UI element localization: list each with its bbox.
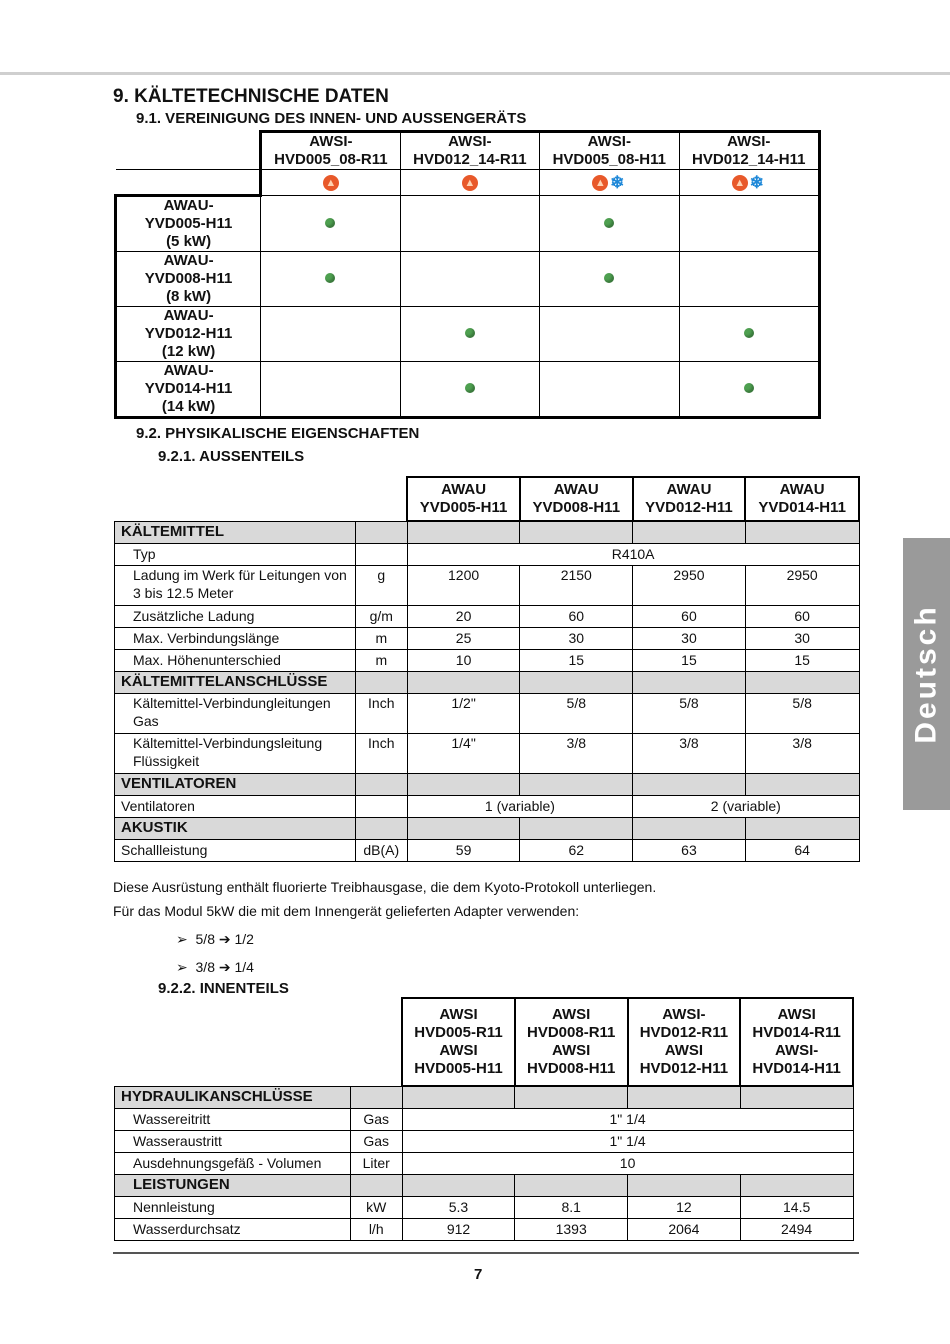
row-label: Wassereitritt bbox=[115, 1108, 351, 1130]
value-cell: 5.3 bbox=[402, 1196, 515, 1218]
row-label: Wasserdurchsatz bbox=[115, 1218, 351, 1240]
compat-col-header: AWSI- HVD005_08-H11 bbox=[540, 132, 679, 170]
compat-col-header: AWSI- HVD012_14-H11 bbox=[679, 132, 819, 170]
value-cell: 30 bbox=[633, 627, 746, 649]
language-tab-label: Deutsch bbox=[909, 604, 943, 744]
unit-cell: Inch bbox=[355, 693, 407, 733]
section-header: VENTILATOREN bbox=[115, 773, 356, 795]
compat-row-header: AWAU- YVD005-H11 (5 kW) bbox=[116, 196, 261, 252]
value-cell: 25 bbox=[407, 627, 520, 649]
value-cell: 15 bbox=[520, 649, 633, 671]
value-cell: 2150 bbox=[520, 565, 633, 605]
outdoor-col-header: AWAU YVD012-H11 bbox=[633, 477, 746, 521]
snowflake-icon: ❄ bbox=[610, 172, 625, 192]
value-cell: 5/8 bbox=[745, 693, 859, 733]
value-cell: 2494 bbox=[740, 1218, 853, 1240]
value-cell: 10 bbox=[402, 1152, 853, 1174]
value-cell: 8.1 bbox=[515, 1196, 628, 1218]
compatible-dot bbox=[604, 273, 614, 283]
subsection-title-9-2: 9.2. PHYSIKALISCHE EIGENSCHAFTEN bbox=[136, 425, 420, 442]
flame-icon: ▲ bbox=[323, 175, 339, 191]
compat-row-header: AWAU- YVD014-H11 (14 kW) bbox=[116, 362, 261, 418]
value-cell: 1/4" bbox=[407, 733, 520, 773]
value-cell: 3/8 bbox=[745, 733, 859, 773]
value-cell: 30 bbox=[520, 627, 633, 649]
row-label: Max. Höhenunterschied bbox=[115, 649, 356, 671]
compat-row-header: AWAU- YVD012-H11 (12 kW) bbox=[116, 307, 261, 362]
flame-icon: ▲ bbox=[592, 175, 608, 191]
value-cell: 3/8 bbox=[520, 733, 633, 773]
page-number: 7 bbox=[474, 1266, 483, 1283]
value-cell: 59 bbox=[407, 839, 520, 861]
adapter-bullet: ➢ 3/8 ➔ 1/4 bbox=[176, 959, 254, 975]
compatible-dot bbox=[465, 328, 475, 338]
compatible-dot bbox=[465, 383, 475, 393]
value-cell: 1 (variable) bbox=[407, 795, 632, 817]
outdoor-col-header: AWAU YVD008-H11 bbox=[520, 477, 633, 521]
row-label: Max. Verbindungslänge bbox=[115, 627, 356, 649]
value-cell: 63 bbox=[633, 839, 746, 861]
note-adapter: Für das Modul 5kW die mit dem Innengerät gelieferten Adapter verwenden: bbox=[113, 903, 580, 919]
value-cell: 14.5 bbox=[740, 1196, 853, 1218]
flame-icon: ▲ bbox=[732, 175, 748, 191]
unit-cell: l/h bbox=[350, 1218, 402, 1240]
row-label: Ladung im Werk für Leitungen von 3 bis 12.5 Meter bbox=[115, 565, 356, 605]
outdoor-unit-table bbox=[114, 476, 860, 862]
refrigerant-type: R410A bbox=[407, 543, 859, 565]
arrow-right-icon: ➔ bbox=[218, 931, 231, 947]
indoor-col-header: AWSI- HVD012-R11 AWSI HVD012-H11 bbox=[628, 998, 741, 1086]
value-cell: 62 bbox=[520, 839, 633, 861]
value-cell: 912 bbox=[402, 1218, 515, 1240]
value-cell: 10 bbox=[407, 649, 520, 671]
value-cell: 30 bbox=[745, 627, 859, 649]
snowflake-icon: ❄ bbox=[749, 172, 764, 192]
section-title: 9. KÄLTETECHNISCHE DATEN bbox=[113, 86, 389, 107]
unit-cell: Gas bbox=[350, 1108, 402, 1130]
value-cell: 12 bbox=[628, 1196, 741, 1218]
compatible-dot bbox=[604, 218, 614, 228]
unit-cell: Liter bbox=[350, 1152, 402, 1174]
row-label: Wasseraustritt bbox=[115, 1130, 351, 1152]
row-label: Zusätzliche Ladung bbox=[115, 605, 356, 627]
value-cell: 5/8 bbox=[520, 693, 633, 733]
unit-cell: m bbox=[355, 627, 407, 649]
compatible-dot bbox=[744, 383, 754, 393]
row-label: Ventilatoren bbox=[115, 795, 356, 817]
unit-cell: Inch bbox=[355, 733, 407, 773]
language-tab bbox=[903, 538, 950, 810]
compatible-dot bbox=[325, 273, 335, 283]
subsection-title-9-2-1: 9.2.1. AUSSENTEILS bbox=[158, 448, 305, 465]
row-label: Nennleistung bbox=[115, 1196, 351, 1218]
value-cell: 1200 bbox=[407, 565, 520, 605]
section-header: KÄLTEMITTELANSCHLÜSSE bbox=[115, 671, 356, 693]
compat-col-header: AWSI- HVD012_14-R11 bbox=[400, 132, 539, 170]
row-label: Typ bbox=[115, 543, 356, 565]
section-header: AKUSTIK bbox=[115, 817, 356, 839]
indoor-col-header: AWSI HVD014-R11 AWSI- HVD014-H11 bbox=[740, 998, 853, 1086]
value-cell: 60 bbox=[633, 605, 746, 627]
unit-cell: Gas bbox=[350, 1130, 402, 1152]
compatible-dot bbox=[744, 328, 754, 338]
section-header: LEISTUNGEN bbox=[115, 1174, 351, 1196]
indoor-col-header: AWSI HVD005-R11 AWSI HVD005-H11 bbox=[402, 998, 515, 1086]
value-cell: 1" 1/4 bbox=[402, 1108, 853, 1130]
row-label: Ausdehnungsgefäß - Volumen bbox=[115, 1152, 351, 1174]
subsection-title-9-1: 9.1. VEREINIGUNG DES INNEN- UND AUSSENGERÄTS bbox=[136, 110, 527, 127]
flame-icon: ▲ bbox=[462, 175, 478, 191]
value-cell: 20 bbox=[407, 605, 520, 627]
value-cell: 1" 1/4 bbox=[402, 1130, 853, 1152]
value-cell: 15 bbox=[633, 649, 746, 671]
value-cell: 2950 bbox=[745, 565, 859, 605]
compatibility-table bbox=[114, 130, 821, 419]
subsection-title-9-2-2: 9.2.2. INNENTEILS bbox=[158, 980, 289, 997]
arrow-right-icon: ➔ bbox=[218, 959, 231, 975]
row-label: Kältemittel-Verbindungsleitung Flüssigkeit bbox=[115, 733, 356, 773]
outdoor-col-header: AWAU YVD005-H11 bbox=[407, 477, 520, 521]
value-cell: 1393 bbox=[515, 1218, 628, 1240]
value-cell: 64 bbox=[745, 839, 859, 861]
unit-cell: dB(A) bbox=[355, 839, 407, 861]
unit-cell: kW bbox=[350, 1196, 402, 1218]
row-label: Schallleistung bbox=[115, 839, 356, 861]
unit-cell: m bbox=[355, 649, 407, 671]
compat-row-header: AWAU- YVD008-H11 (8 kW) bbox=[116, 252, 261, 307]
indoor-unit-table bbox=[114, 997, 854, 1241]
value-cell: 2064 bbox=[628, 1218, 741, 1240]
value-cell: 5/8 bbox=[633, 693, 746, 733]
header-rule bbox=[0, 72, 950, 75]
value-cell: 2 (variable) bbox=[633, 795, 859, 817]
footer-rule bbox=[113, 1252, 859, 1254]
arrow-bullet-icon: ➢ bbox=[176, 931, 188, 947]
unit-cell: g/m bbox=[355, 605, 407, 627]
value-cell: 3/8 bbox=[633, 733, 746, 773]
value-cell: 15 bbox=[745, 649, 859, 671]
value-cell: 60 bbox=[520, 605, 633, 627]
outdoor-col-header: AWAU YVD014-H11 bbox=[745, 477, 859, 521]
section-header: HYDRAULIKANSCHLÜSSE bbox=[115, 1086, 351, 1108]
indoor-col-header: AWSI HVD008-R11 AWSI HVD008-H11 bbox=[515, 998, 628, 1086]
value-cell: 60 bbox=[745, 605, 859, 627]
compat-col-header: AWSI- HVD005_08-R11 bbox=[261, 132, 400, 170]
value-cell: 1/2" bbox=[407, 693, 520, 733]
arrow-bullet-icon: ➢ bbox=[176, 959, 188, 975]
note-fgas: Diese Ausrüstung enthält fluorierte Treibhausgase, die dem Kyoto-Protokoll unterliegen. bbox=[113, 879, 657, 895]
section-header: KÄLTEMITTEL bbox=[115, 521, 356, 543]
adapter-bullet: ➢ 5/8 ➔ 1/2 bbox=[176, 931, 254, 947]
value-cell: 2950 bbox=[633, 565, 746, 605]
compatible-dot bbox=[325, 218, 335, 228]
row-label: Kältemittel-Verbindungleitungen Gas bbox=[115, 693, 356, 733]
unit-cell: g bbox=[355, 565, 407, 605]
